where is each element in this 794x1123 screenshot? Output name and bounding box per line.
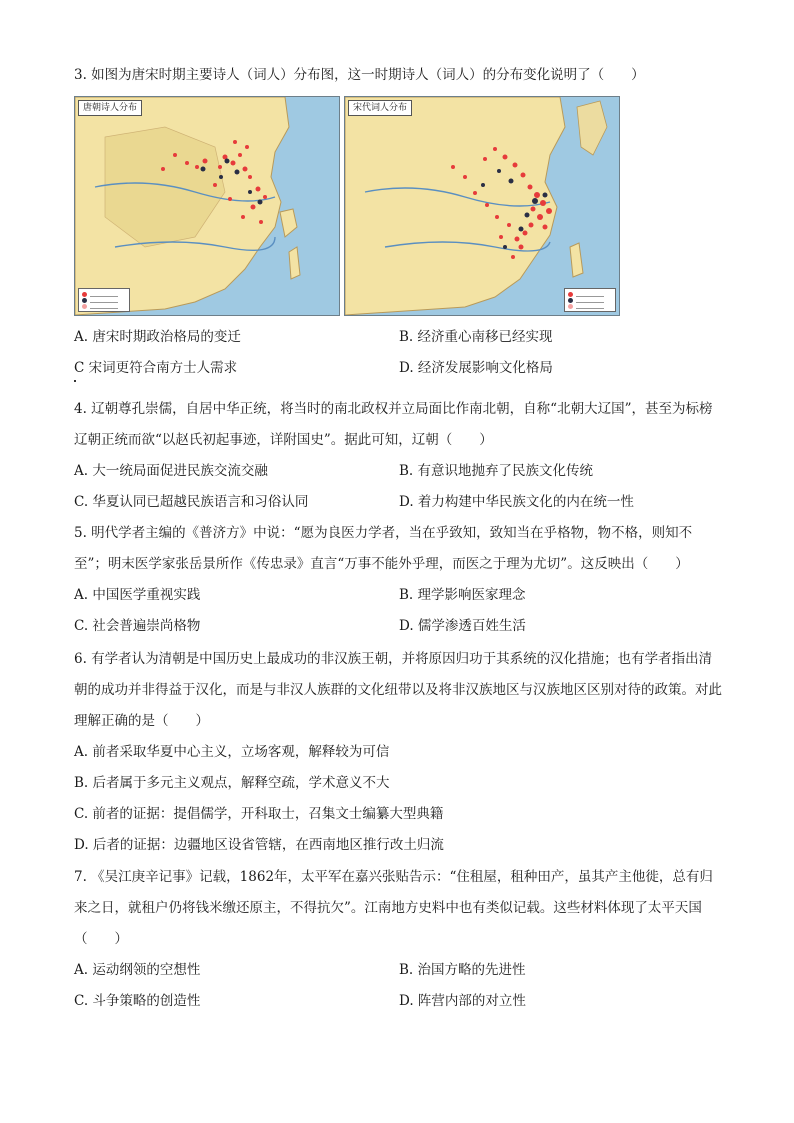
poet-distribution-maps — [74, 96, 620, 316]
question-3-stem: 3. 如图为唐宋时期主要诗人（词人）分布图，这一时期诗人（词人）的分布变化说明了（ ） — [74, 67, 645, 83]
song-poet-map — [344, 96, 620, 316]
q3-option-c[interactable]: C 宋词更符合南方士人需求 — [74, 360, 238, 376]
question-4-stem: 4. 辽朝尊孔崇儒，自居中华正统，将当时的南北政权并立局面比作南北朝，自称“北朝大辽国”，甚至为标榜辽朝正统而欲“以赵氏初起事迹，详附国史”。据此可知，辽朝（ ） — [74, 401, 713, 448]
song-map-image — [345, 97, 619, 315]
question-4 — [74, 394, 724, 518]
question-3 — [74, 60, 724, 91]
question-3-options — [74, 322, 724, 384]
q5-option-c[interactable]: C. 社会普遍崇尚格物 — [74, 618, 201, 634]
q7-option-d[interactable]: D. 阵营内部的对立性 — [399, 993, 526, 1009]
legend-red-dot-icon — [82, 292, 87, 297]
legend-pink-dot-icon — [568, 304, 573, 309]
question-6 — [74, 644, 724, 861]
question-7-stem: 7. 《吴江庚辛记事》记载，1862年，太平军在嘉兴张贴告示：“住租屋，租种田产，虽其产主他徙，总有归来之日，就租户仍将钱米缴还原主，不得抗欠”。江南地方史料中也有类似记载。这些材料体现了太平天国（ ） — [74, 869, 713, 947]
q6-option-c[interactable]: C. 前者的证据：提倡儒学，开科取士，召集文士编纂大型典籍 — [74, 806, 444, 822]
song-map-title: 宋代词人分布 — [348, 100, 412, 116]
question-7 — [74, 862, 724, 1017]
song-map-legend — [564, 288, 616, 312]
q3-option-a[interactable]: A. 唐宋时期政治格局的变迁 — [74, 329, 241, 345]
legend-red-dot-icon — [568, 292, 573, 297]
q3-option-d[interactable]: D. 经济发展影响文化格局 — [399, 360, 553, 376]
question-5-stem: 5. 明代学者主编的《普济方》中说：“愿为良医力学者，当在乎致知，致知当在乎格物，物不格，则知不至”；明末医学家张岳景所作《传忠录》直言“万事不能外乎理，而医之于理为尤切”。这反映出（ ） — [74, 525, 693, 572]
q4-option-b[interactable]: B. 有意识地抛弃了民族文化传统 — [399, 463, 594, 479]
q6-option-d[interactable]: D. 后者的证据：边疆地区设省管辖，在西南地区推行改土归流 — [74, 837, 444, 853]
tang-map-image — [75, 97, 339, 315]
legend-pink-dot-icon — [82, 304, 87, 309]
tang-map-title: 唐朝诗人分布 — [78, 100, 142, 116]
question-5 — [74, 518, 724, 642]
q4-option-d[interactable]: D. 着力构建中华民族文化的内在统一性 — [399, 494, 634, 510]
legend-dark-dot-icon — [568, 298, 573, 303]
q5-option-b[interactable]: B. 理学影响医家理念 — [399, 587, 526, 603]
q4-option-a[interactable]: A. 大一统局面促进民族交流交融 — [74, 463, 268, 479]
tang-map-legend — [78, 288, 130, 312]
legend-dark-dot-icon — [82, 298, 87, 303]
q6-option-a[interactable]: A. 前者采取华夏中心主义，立场客观，解释较为可信 — [74, 744, 390, 760]
question-6-stem: 6. 有学者认为清朝是中国历史上最成功的非汉族王朝，并将原因归功于其系统的汉化措施；也有学者指出清朝的成功并非得益于汉化，而是与非汉人族群的文化纽带以及将非汉族地区与汉族地区区别对待的政策。对此理解正确的是（ ） — [74, 651, 722, 729]
stray-dot — [74, 380, 76, 382]
q4-option-c[interactable]: C. 华夏认同已超越民族语言和习俗认同 — [74, 494, 309, 510]
q3-option-b[interactable]: B. 经济重心南移已经实现 — [399, 329, 553, 345]
q7-option-c[interactable]: C. 斗争策略的创造性 — [74, 993, 201, 1009]
q5-option-a[interactable]: A. 中国医学重视实践 — [74, 587, 201, 603]
q7-option-b[interactable]: B. 治国方略的先进性 — [399, 962, 526, 978]
q6-option-b[interactable]: B. 后者属于多元主义观点，解释空疏，学术意义不大 — [74, 775, 390, 791]
q7-option-a[interactable]: A. 运动纲领的空想性 — [74, 962, 201, 978]
q5-option-d[interactable]: D. 儒学渗透百姓生活 — [399, 618, 526, 634]
tang-poet-map — [74, 96, 340, 316]
